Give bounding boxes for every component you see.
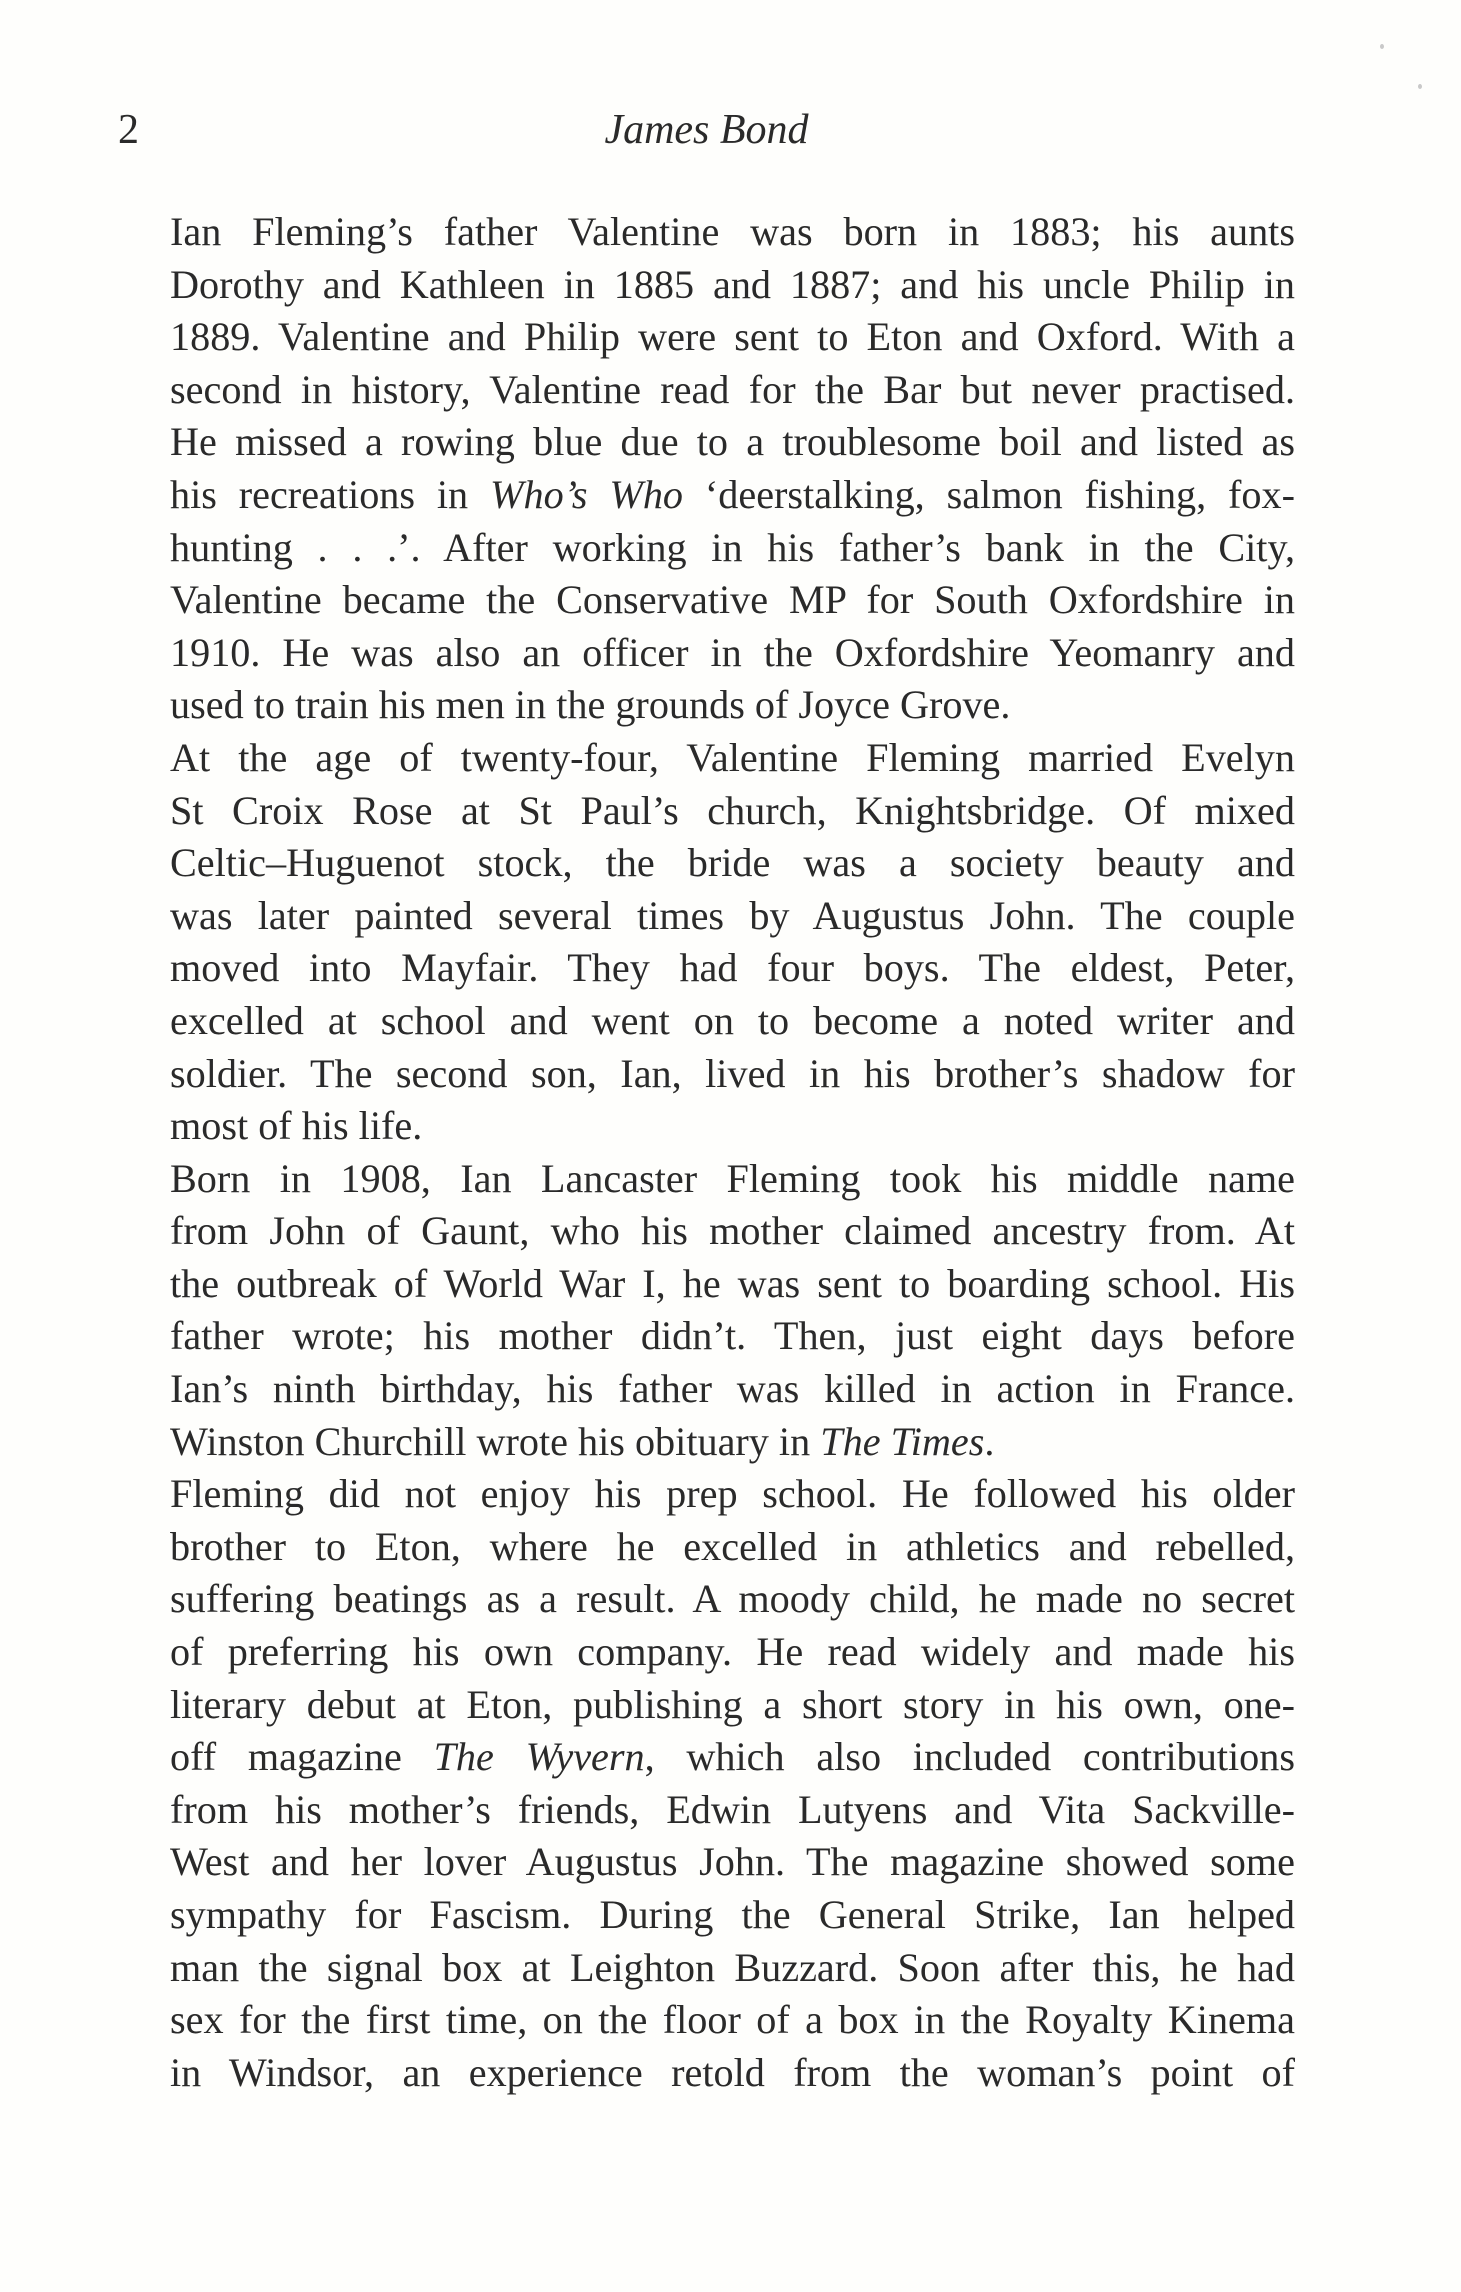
page-number: 2	[118, 107, 139, 153]
text-line: Celtic–Huguenot stock, the bride was a society beauty and	[170, 840, 1295, 886]
text-line: sex for the first time, on the floor of a box in the Royalty Kinema	[170, 1997, 1295, 2043]
text-line: in Windsor, an experience retold from the woman’s point of	[170, 2049, 1295, 2095]
text-line: his recreations in Who’s Who ‘deerstalking, salmon fishing, fox-	[170, 471, 1296, 517]
text-line: literary debut at Eton, publishing a short story in his own, one-	[170, 1681, 1295, 1727]
text-line: sympathy for Fascism. During the General Strike, Ian helped	[170, 1892, 1295, 1937]
text-line: most of his life.	[170, 1103, 423, 1149]
running-head	[118, 100, 1295, 160]
text-line: father wrote; his mother didn’t. Then, just eight days before	[170, 1313, 1295, 1359]
paragraph	[118, 206, 1295, 732]
text-line: Ian’s ninth birthday, his father was killed in action in France.	[170, 1366, 1295, 1412]
text-line: the outbreak of World War I, he was sent to boarding school. His	[170, 1260, 1295, 1306]
text-line: from John of Gaunt, who his mother claimed ancestry from. At	[170, 1208, 1295, 1254]
text-line: was later painted several times by Augustus John. The couple	[170, 892, 1295, 938]
text-line: Born in 1908, Ian Lancaster Fleming took his middle name	[170, 1155, 1295, 1201]
text-line: brother to Eton, where he excelled in athletics and rebelled,	[170, 1523, 1295, 1569]
text-line: moved into Mayfair. They had four boys. The eldest, Peter,	[170, 945, 1295, 991]
italic-title: Who’s Who	[490, 471, 684, 517]
text-line: soldier. The second son, Ian, lived in his brother’s shadow for	[170, 1050, 1295, 1096]
text-line: 1889. Valentine and Philip were sent to Eton and Oxford. With a	[170, 314, 1295, 360]
scan-speck	[1418, 84, 1422, 89]
italic-title: The Times	[820, 1418, 985, 1464]
body-text	[118, 206, 1295, 2099]
paragraph	[118, 1468, 1295, 2099]
text-line: Ian Fleming’s father Valentine was born in 1883; his aunts	[170, 209, 1295, 254]
text-line: from his mother’s friends, Edwin Lutyens and Vita Sackville-	[170, 1786, 1295, 1832]
text-line: Valentine became the Conservative MP for South Oxfordshire in	[170, 577, 1295, 623]
text-line: Dorothy and Kathleen in 1885 and 1887; and his uncle Philip in	[170, 261, 1295, 307]
scan-speck	[1380, 44, 1384, 49]
text-line: excelled at school and went on to become a noted writer and	[170, 997, 1295, 1043]
text-line: suffering beatings as a result. A moody child, he made no secret	[170, 1576, 1295, 1622]
text-line: West and her lover Augustus John. The magazine showed some	[170, 1839, 1295, 1885]
text-line: second in history, Valentine read for the Bar but never practised.	[170, 366, 1295, 412]
italic-title: The Wyvern	[433, 1734, 645, 1780]
text-line: man the signal box at Leighton Buzzard. Soon after this, he had	[170, 1944, 1295, 1990]
text-line: St Croix Rose at St Paul’s church, Knightsbridge. Of mixed	[170, 787, 1295, 833]
text-line: At the age of twenty-four, Valentine Fleming married Evelyn	[170, 734, 1295, 780]
text-line: off magazine The Wyvern, which also included contributions	[170, 1734, 1295, 1780]
text-line: used to train his men in the grounds of Joyce Grove.	[170, 682, 1011, 728]
text-line: of preferring his own company. He read widely and made his	[170, 1629, 1295, 1675]
text-line: Winston Churchill wrote his obituary in The Times.	[170, 1418, 995, 1464]
running-title: James Bond	[604, 107, 809, 153]
text-line: hunting . . .’. After working in his father’s bank in the City,	[170, 524, 1295, 570]
text-line: Fleming did not enjoy his prep school. He followed his older	[170, 1471, 1295, 1517]
text-line: He missed a rowing blue due to a troublesome boil and listed as	[170, 419, 1295, 465]
text-line: 1910. He was also an officer in the Oxfordshire Yeomanry and	[170, 629, 1295, 675]
paragraph	[118, 1153, 1295, 1469]
paragraph	[118, 732, 1295, 1153]
